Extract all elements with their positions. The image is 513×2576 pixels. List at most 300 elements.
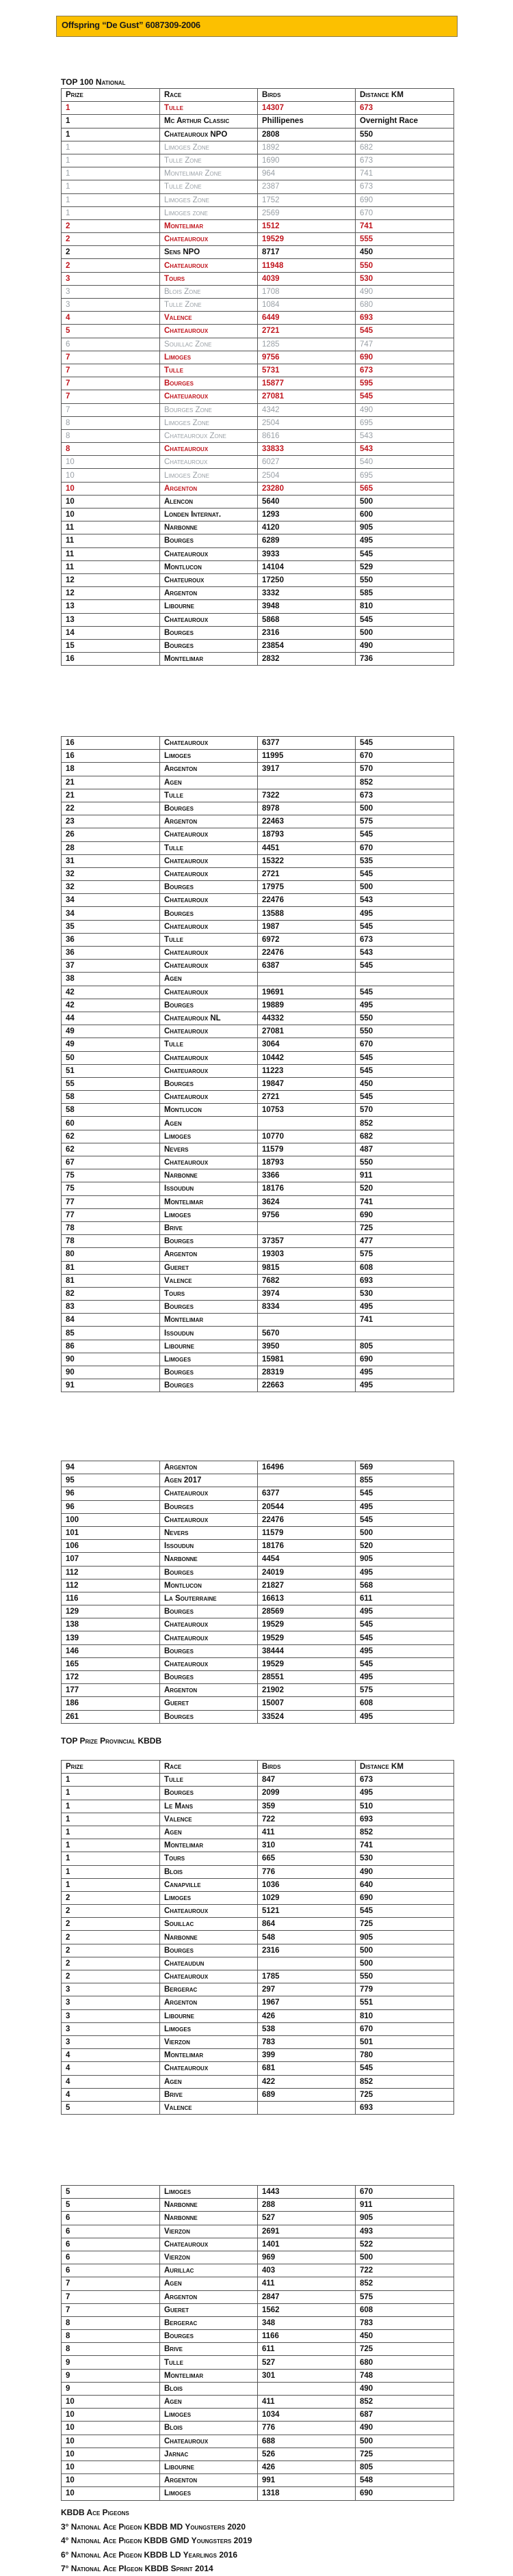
birds-cell: 411 — [258, 2396, 356, 2409]
birds-cell: 17975 — [258, 881, 356, 894]
prize-cell: 1 — [62, 1878, 160, 1891]
prize-cell: 62 — [62, 1143, 160, 1156]
birds-cell: 864 — [258, 1918, 356, 1931]
race-cell: Chateaudun — [160, 1957, 258, 1970]
distance-cell: 500 — [356, 1526, 454, 1539]
race-cell: Tours — [160, 272, 258, 285]
distance-cell: 490 — [356, 285, 454, 298]
table-row — [62, 259, 454, 272]
race-cell: Chateauroux — [160, 960, 258, 973]
table-row — [62, 2075, 454, 2088]
distance-cell: 695 — [356, 469, 454, 482]
prize-cell: 10 — [62, 2422, 160, 2435]
prize-cell: 12 — [62, 573, 160, 586]
table-row — [62, 2382, 454, 2395]
distance-cell: 545 — [356, 325, 454, 338]
race-cell: Chateauroux — [160, 233, 258, 246]
birds-cell — [258, 1117, 356, 1130]
race-cell: Argenton — [160, 1461, 258, 1474]
prize-cell: 8 — [62, 2343, 160, 2356]
birds-cell: 8334 — [258, 1301, 356, 1314]
race-cell: Chateauroux — [160, 737, 258, 750]
distance-cell: 736 — [356, 653, 454, 666]
race-cell: Argenton — [160, 1684, 258, 1697]
document-title: Offspring “De Gust” 6087309-2006 — [62, 20, 200, 30]
table-row — [62, 894, 454, 907]
race-cell: Limoges — [160, 2409, 258, 2422]
table-row — [62, 1787, 454, 1800]
race-cell: Bourges — [160, 1500, 258, 1513]
distance-cell: 570 — [356, 1104, 454, 1117]
race-cell: Chateauroux — [160, 456, 258, 469]
distance-cell: 575 — [356, 1684, 454, 1697]
distance-cell: 545 — [356, 1064, 454, 1077]
prize-cell: 146 — [62, 1644, 160, 1657]
race-cell: Chateauroux — [160, 920, 258, 933]
table-row — [62, 841, 454, 854]
race-cell: Argenton — [160, 815, 258, 828]
race-cell: Chateauroux — [160, 613, 258, 626]
table-row — [62, 1025, 454, 1038]
prize-cell: 8 — [62, 429, 160, 442]
distance-cell: 690 — [356, 193, 454, 206]
birds-cell: 310 — [258, 1839, 356, 1852]
distance-cell: 543 — [356, 443, 454, 456]
prize-cell: 3 — [62, 1983, 160, 1996]
table-row — [62, 154, 454, 167]
table-row — [62, 1143, 454, 1156]
birds-cell: 19847 — [258, 1077, 356, 1090]
prize-cell: 12 — [62, 587, 160, 600]
table-row — [62, 1327, 454, 1340]
race-cell: Libourne — [160, 2009, 258, 2022]
table-row — [62, 639, 454, 652]
race-cell: Agen — [160, 2277, 258, 2290]
table-row — [62, 573, 454, 586]
birds-cell: 611 — [258, 2343, 356, 2356]
race-cell: Valence — [160, 1274, 258, 1287]
table-row — [62, 2396, 454, 2409]
birds-cell: 526 — [258, 2448, 356, 2460]
table-row — [62, 2186, 454, 2199]
birds-cell: 1034 — [258, 2409, 356, 2422]
prize-cell: 77 — [62, 1195, 160, 1208]
race-cell: Londen Internat. — [160, 509, 258, 521]
table-row — [62, 1865, 454, 1878]
race-cell: Narbonne — [160, 2199, 258, 2212]
prize-cell: 7 — [62, 2290, 160, 2303]
table-row — [62, 1461, 454, 1474]
table-row — [62, 960, 454, 973]
race-cell: Limoges Zone — [160, 469, 258, 482]
race-cell: Argenton — [160, 763, 258, 776]
race-cell: Gueret — [160, 2303, 258, 2316]
distance-cell: 495 — [356, 1787, 454, 1800]
national-results-table-part-2 — [61, 736, 454, 1392]
table-row — [62, 167, 454, 180]
race-cell: Limoges — [160, 2487, 258, 2500]
prize-cell: 10 — [62, 2409, 160, 2422]
table-row — [62, 2277, 454, 2290]
distance-cell: 741 — [356, 1314, 454, 1327]
distance-cell: 810 — [356, 600, 454, 613]
distance-cell: 725 — [356, 2343, 454, 2356]
prize-cell: 139 — [62, 1631, 160, 1644]
birds-cell: 2316 — [258, 626, 356, 639]
race-cell: Vierzon — [160, 2225, 258, 2238]
birds-cell: 17250 — [258, 573, 356, 586]
table-row — [62, 854, 454, 867]
distance-cell: 905 — [356, 1931, 454, 1944]
prize-cell: 35 — [62, 920, 160, 933]
table-row — [62, 1182, 454, 1195]
birds-cell — [258, 973, 356, 986]
distance-cell: 550 — [356, 128, 454, 141]
table-row — [62, 1878, 454, 1891]
prize-cell: 7 — [62, 403, 160, 416]
table-row — [62, 1970, 454, 1983]
table-header-row — [62, 1761, 454, 1774]
race-cell: Bourges — [160, 1077, 258, 1090]
table-row — [62, 815, 454, 828]
race-cell: Bourges — [160, 1605, 258, 1618]
prize-cell: 1 — [62, 1774, 160, 1787]
birds-cell: 964 — [258, 167, 356, 180]
prize-cell: 84 — [62, 1314, 160, 1327]
race-cell: Tulle — [160, 933, 258, 946]
table-row — [62, 1983, 454, 1996]
table-row — [62, 285, 454, 298]
distance-cell: 495 — [356, 1710, 454, 1723]
table-row — [62, 1644, 454, 1657]
distance-cell: 748 — [356, 2369, 454, 2382]
distance-cell: 545 — [356, 867, 454, 880]
table-row — [62, 1379, 454, 1392]
prize-cell: 186 — [62, 1697, 160, 1710]
table-row — [62, 1366, 454, 1379]
birds-cell: 15007 — [258, 1697, 356, 1710]
distance-cell: 852 — [356, 2075, 454, 2088]
race-cell: Bourges — [160, 1671, 258, 1684]
table-row — [62, 1274, 454, 1287]
prize-cell: 1 — [62, 141, 160, 154]
table-row — [62, 1697, 454, 1710]
distance-cell: 565 — [356, 482, 454, 495]
distance-cell: 852 — [356, 2277, 454, 2290]
distance-cell: 747 — [356, 338, 454, 351]
table-row — [62, 1592, 454, 1605]
birds-cell: 426 — [258, 2009, 356, 2022]
prize-cell: 44 — [62, 1012, 160, 1025]
birds-cell: 1318 — [258, 2487, 356, 2500]
distance-cell: 741 — [356, 219, 454, 232]
race-cell: Limoges — [160, 2022, 258, 2035]
race-cell: Chateauroux Zone — [160, 429, 258, 442]
table-row — [62, 828, 454, 841]
birds-cell: 3366 — [258, 1169, 356, 1182]
distance-cell: 545 — [356, 1091, 454, 1104]
race-cell: Limoges Zone — [160, 193, 258, 206]
distance-cell: 545 — [356, 1657, 454, 1670]
distance-cell: 905 — [356, 2212, 454, 2225]
distance-cell: 487 — [356, 1143, 454, 1156]
prize-cell: 13 — [62, 613, 160, 626]
table-row — [62, 2009, 454, 2022]
distance-cell: 693 — [356, 1274, 454, 1287]
prize-cell: 2 — [62, 1918, 160, 1931]
distance-cell: 693 — [356, 1813, 454, 1826]
birds-cell: 548 — [258, 1931, 356, 1944]
birds-cell: 37357 — [258, 1235, 356, 1248]
birds-cell: 527 — [258, 2212, 356, 2225]
birds-cell: 297 — [258, 1983, 356, 1996]
prize-cell: 8 — [62, 416, 160, 429]
birds-cell: 348 — [258, 2316, 356, 2329]
distance-cell: 500 — [356, 1957, 454, 1970]
distance-cell: 600 — [356, 509, 454, 521]
birds-cell: 3933 — [258, 547, 356, 560]
birds-cell: 22463 — [258, 815, 356, 828]
distance-cell: 495 — [356, 1644, 454, 1657]
race-cell: Vierzon — [160, 2035, 258, 2048]
distance-cell: 741 — [356, 167, 454, 180]
birds-cell: 2721 — [258, 325, 356, 338]
distance-cell: 550 — [356, 259, 454, 272]
prize-cell: 5 — [62, 2199, 160, 2212]
prize-cell: 1 — [62, 1826, 160, 1839]
distance-cell: 682 — [356, 141, 454, 154]
table-row — [62, 1487, 454, 1500]
table-row — [62, 1064, 454, 1077]
distance-cell: 810 — [356, 2009, 454, 2022]
table-row — [62, 547, 454, 560]
birds-cell: 15322 — [258, 854, 356, 867]
birds-cell — [258, 1474, 356, 1487]
distance-cell: 690 — [356, 2487, 454, 2500]
prize-cell: 112 — [62, 1579, 160, 1592]
birds-cell: 22476 — [258, 894, 356, 907]
birds-cell: 1036 — [258, 1878, 356, 1891]
race-cell: Blois — [160, 1865, 258, 1878]
table-row — [62, 1077, 454, 1090]
prize-cell: 1 — [62, 1865, 160, 1878]
race-cell: Argenton — [160, 482, 258, 495]
prize-cell: 90 — [62, 1366, 160, 1379]
distance-cell: 673 — [356, 789, 454, 802]
race-cell: Blois — [160, 2382, 258, 2395]
distance-cell — [356, 973, 454, 986]
prize-cell: 1 — [62, 1787, 160, 1800]
prize-cell: 16 — [62, 750, 160, 763]
birds-cell: 2569 — [258, 206, 356, 219]
race-cell: Limoges — [160, 2186, 258, 2199]
table-row — [62, 1301, 454, 1314]
race-cell: Chateauroux — [160, 1051, 258, 1064]
distance-cell: 495 — [356, 1301, 454, 1314]
table-row — [62, 2330, 454, 2343]
table-row — [62, 1117, 454, 1130]
race-cell: Montelimar — [160, 2369, 258, 2382]
table-row — [62, 1261, 454, 1274]
distance-cell: 779 — [356, 1983, 454, 1996]
distance-cell: 905 — [356, 1553, 454, 1566]
birds-cell: 847 — [258, 1774, 356, 1787]
table-row — [62, 1605, 454, 1618]
race-cell: Chateuaroux — [160, 390, 258, 403]
prize-cell: 55 — [62, 1077, 160, 1090]
birds-cell — [258, 1957, 356, 1970]
prize-cell: 2 — [62, 1891, 160, 1904]
prize-cell: 96 — [62, 1500, 160, 1513]
race-cell: Argenton — [160, 1996, 258, 2009]
prize-cell: 165 — [62, 1657, 160, 1670]
birds-cell: 3332 — [258, 587, 356, 600]
race-cell: Tulle — [160, 789, 258, 802]
prize-cell: 34 — [62, 907, 160, 920]
prize-cell: 34 — [62, 894, 160, 907]
birds-cell: 16496 — [258, 1461, 356, 1474]
table-row — [62, 2264, 454, 2277]
race-cell: Montelimar — [160, 2049, 258, 2062]
distance-cell: 595 — [356, 377, 454, 390]
race-cell: Chateauroux — [160, 2435, 258, 2448]
table-row — [62, 2474, 454, 2487]
birds-cell: 2721 — [258, 867, 356, 880]
birds-cell — [258, 2101, 356, 2114]
distance-cell: 682 — [356, 1130, 454, 1143]
table-row — [62, 2435, 454, 2448]
table-row — [62, 2290, 454, 2303]
race-cell: Chateauroux — [160, 259, 258, 272]
prize-cell: 7 — [62, 364, 160, 377]
race-cell: Narbonne — [160, 1169, 258, 1182]
table-row — [62, 141, 454, 154]
birds-cell: 969 — [258, 2251, 356, 2264]
distance-cell: 529 — [356, 560, 454, 573]
prize-cell: 9 — [62, 2356, 160, 2369]
distance-cell: 670 — [356, 2022, 454, 2035]
distance-cell: 501 — [356, 2035, 454, 2048]
distance-cell: 608 — [356, 1261, 454, 1274]
distance-cell: 545 — [356, 1618, 454, 1631]
birds-cell: 2808 — [258, 128, 356, 141]
race-cell: Argenton — [160, 587, 258, 600]
prize-cell: 11 — [62, 521, 160, 534]
race-cell: Chateauroux — [160, 1487, 258, 1500]
race-cell: Jarnac — [160, 2448, 258, 2460]
prize-cell: 82 — [62, 1287, 160, 1300]
column-header-birds: Birds — [258, 89, 356, 102]
birds-cell: 2316 — [258, 1944, 356, 1957]
distance-cell: 693 — [356, 2101, 454, 2114]
birds-cell: 399 — [258, 2049, 356, 2062]
provincial-results-table-part-1 — [61, 1760, 454, 2115]
birds-cell: 27081 — [258, 1025, 356, 1038]
distance-cell: 450 — [356, 246, 454, 259]
table-row — [62, 2409, 454, 2422]
birds-cell: 18793 — [258, 828, 356, 841]
race-cell: Narbonne — [160, 2212, 258, 2225]
distance-cell: 450 — [356, 2330, 454, 2343]
birds-cell: 6377 — [258, 737, 356, 750]
national-section-title: TOP 100 National — [61, 77, 126, 87]
race-cell: Argenton — [160, 2474, 258, 2487]
race-cell: Chateuaroux — [160, 1064, 258, 1077]
prize-cell: 78 — [62, 1221, 160, 1234]
prize-cell: 2 — [62, 1931, 160, 1944]
birds-cell: 5121 — [258, 1905, 356, 1918]
birds-cell: 10753 — [258, 1104, 356, 1117]
table-row — [62, 2101, 454, 2114]
birds-cell: 1708 — [258, 285, 356, 298]
prize-cell: 49 — [62, 1038, 160, 1051]
prize-cell: 116 — [62, 1592, 160, 1605]
distance-cell: 670 — [356, 206, 454, 219]
prize-cell: 21 — [62, 776, 160, 789]
table-row — [62, 947, 454, 960]
prize-cell: 8 — [62, 2330, 160, 2343]
prize-cell: 22 — [62, 802, 160, 815]
table-row — [62, 1012, 454, 1025]
table-header-row — [62, 89, 454, 102]
table-row — [62, 509, 454, 521]
provincial-section-title: TOP Prize Provincial KBDB — [61, 1736, 162, 1746]
prize-cell: 5 — [62, 2101, 160, 2114]
table-row — [62, 299, 454, 312]
distance-cell: 545 — [356, 828, 454, 841]
table-row — [62, 429, 454, 442]
birds-cell: 11995 — [258, 750, 356, 763]
distance-cell: 500 — [356, 881, 454, 894]
birds-cell: 16613 — [258, 1592, 356, 1605]
race-cell: Chateauroux — [160, 1091, 258, 1104]
distance-cell: 500 — [356, 626, 454, 639]
birds-cell: 6289 — [258, 534, 356, 547]
birds-cell: 359 — [258, 1800, 356, 1813]
table-row — [62, 560, 454, 573]
race-cell: Narbonne — [160, 521, 258, 534]
prize-cell: 32 — [62, 881, 160, 894]
table-row — [62, 1918, 454, 1931]
prize-cell: 1 — [62, 167, 160, 180]
birds-cell — [258, 1221, 356, 1234]
distance-cell: 490 — [356, 403, 454, 416]
prize-cell: 9 — [62, 2369, 160, 2382]
prize-cell: 112 — [62, 1566, 160, 1579]
race-cell: Agen — [160, 1826, 258, 1839]
distance-cell: 495 — [356, 999, 454, 1012]
prize-cell: 49 — [62, 1025, 160, 1038]
distance-cell: 725 — [356, 1918, 454, 1931]
birds-cell: 403 — [258, 2264, 356, 2277]
race-cell: Nevers — [160, 1526, 258, 1539]
distance-cell: 570 — [356, 763, 454, 776]
birds-cell: 3064 — [258, 1038, 356, 1051]
distance-cell: 550 — [356, 573, 454, 586]
table-row — [62, 802, 454, 815]
distance-cell: 522 — [356, 2238, 454, 2251]
table-row — [62, 338, 454, 351]
race-cell: Bourges — [160, 1235, 258, 1248]
race-cell: Blois Zone — [160, 285, 258, 298]
race-cell: Limoges — [160, 1353, 258, 1366]
table-row — [62, 2049, 454, 2062]
document-title-bar — [56, 16, 458, 37]
table-row — [62, 920, 454, 933]
race-cell: Montlucon — [160, 1579, 258, 1592]
prize-cell: 10 — [62, 2474, 160, 2487]
distance-cell: 545 — [356, 960, 454, 973]
